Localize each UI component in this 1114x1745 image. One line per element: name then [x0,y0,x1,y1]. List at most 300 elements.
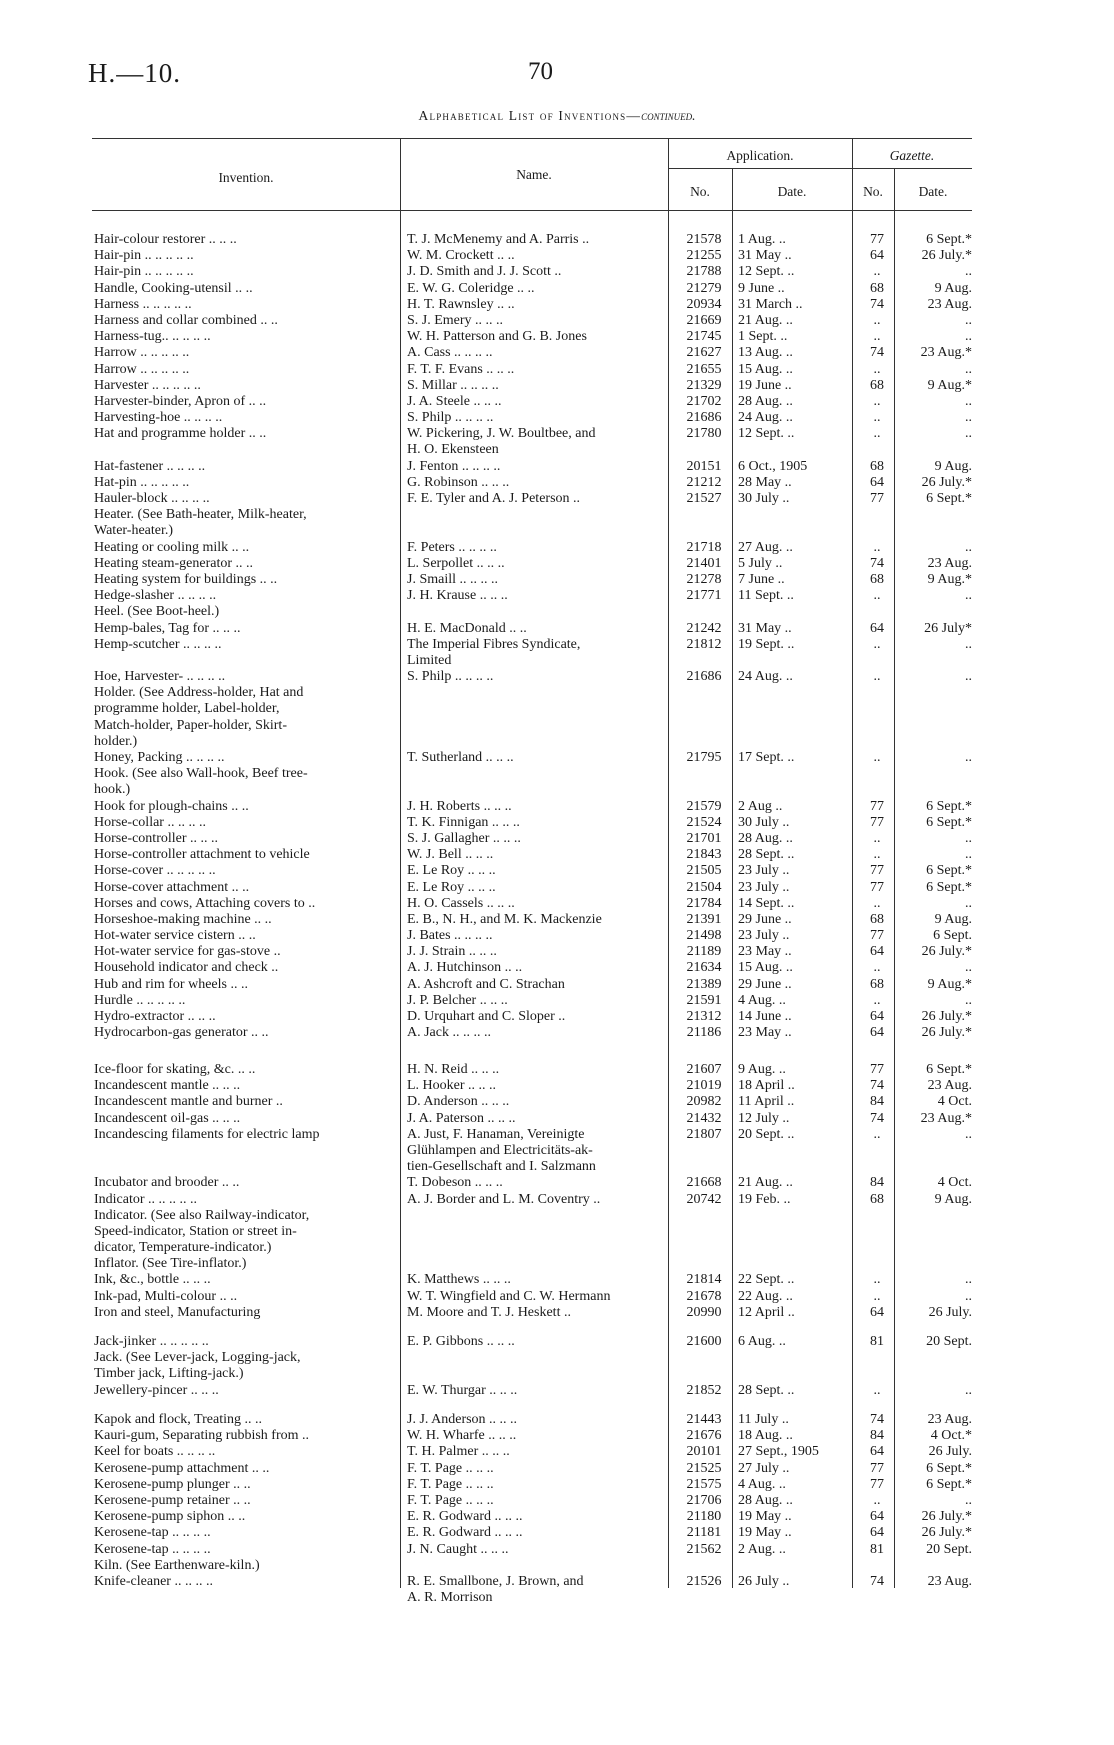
invention-cell: Horse-cover .. .. .. .. .. [94,863,216,879]
gazette-date-cell: 6 Sept. [933,928,972,944]
table-row [0,232,1114,248]
gazette-date-cell: 6 Sept.* [926,814,972,830]
application-number-cell: 21812 [686,636,722,652]
application-date-cell: 27 Sept., 1905 [738,1444,819,1460]
name-cell: J. J. Anderson .. .. .. [407,1412,518,1427]
gazette-date-cell: .. [965,895,972,911]
application-date-cell: 5 July .. [738,555,783,571]
application-date-cell: 23 May .. [738,1025,792,1041]
name-cell: F. T. Page .. .. .. [407,1476,494,1492]
table-caption [0,108,1114,124]
invention-cell: Hemp-bales, Tag for .. .. .. [94,620,241,636]
application-number-cell: 21312 [686,1009,722,1024]
gazette-number-cell: .. [873,992,881,1008]
application-number-cell: 21180 [686,1509,722,1525]
application-number-cell: 21843 [686,847,722,863]
invention-cell: Incandescent mantle .. .. .. [94,1078,241,1094]
invention-cell: Hemp-scutcher .. .. .. .. [94,636,222,652]
name-cell: H. O. Ekensteen [407,442,499,458]
gazette-date-cell: 23 Aug. [927,296,972,312]
gazette-number-cell: 74 [870,1412,884,1427]
gazette-number-cell: 81 [870,1334,884,1349]
table-row [0,523,1114,539]
application-number-cell: 21578 [686,232,722,247]
table-row [0,1025,1114,1041]
invention-cell: Hook for plough-chains .. .. [94,798,249,814]
invention-cell: Harvesting-hoe .. .. .. .. [94,410,223,426]
name-cell: T. H. Palmer .. .. .. [407,1444,510,1460]
invention-cell: Inflator. (See Tire-inflator.) [94,1256,247,1272]
invention-cell: Harness-tug.. .. .. .. .. [94,329,211,345]
table-row [0,1224,1114,1240]
table-row [0,1350,1114,1366]
table-row [0,960,1114,976]
name-cell: A. J. Hutchinson .. .. [407,960,523,976]
application-number-cell: 21771 [686,588,722,604]
table-row [0,1272,1114,1288]
invention-cell: Incandescing filaments for electric lamp [94,1126,320,1142]
application-date-cell: 11 July .. [738,1412,789,1427]
gazette-date-cell: 9 Aug.* [927,976,972,992]
invention-cell: Hot-water service cistern .. .. [94,928,256,944]
table-row [0,556,1114,572]
invention-cell: Heater. (See Bath-heater, Milk-heater, [94,507,307,523]
application-number-cell: 21189 [686,944,722,960]
table-row [0,1525,1114,1541]
invention-cell: Iron and steel, Manufacturing [94,1304,261,1320]
invention-cell: Indicator .. .. .. .. .. [94,1191,198,1207]
application-number-cell: 21279 [686,280,722,296]
gazette-date-cell: 4 Oct. [937,1094,972,1110]
application-number-cell: 21678 [686,1288,722,1304]
application-date-cell: 31 March .. [738,296,803,312]
gazette-date-cell: .. [965,960,972,976]
name-cell: H. O. Cassels .. .. .. [407,895,515,911]
table-row [0,1009,1114,1025]
gazette-date-cell: 26 July.* [921,1525,972,1541]
table-row [0,1143,1114,1159]
application-date-cell: 12 Sept. .. [738,264,795,280]
table-row [0,410,1114,426]
name-cell: R. E. Smallbone, J. Brown, and [407,1573,584,1589]
gazette-number-cell: .. [873,847,881,863]
name-cell: F. T. F. Evans .. .. .. [407,361,515,377]
application-number-cell: 21526 [686,1573,722,1589]
letter-group [0,1334,1114,1399]
gazette-number-cell: 77 [870,1476,884,1492]
application-number-cell: 21505 [686,863,722,879]
gazette-number-cell: .. [873,636,881,652]
application-date-cell: 21 Aug. .. [738,1175,793,1191]
table-row [0,1509,1114,1525]
gazette-date-cell: 26 July.* [921,944,972,960]
invention-cell: Harvester .. .. .. .. .. [94,377,201,393]
gazette-date-cell: 20 Sept. [926,1541,972,1557]
application-number-cell: 21579 [686,798,722,814]
application-date-cell: 23 July .. [738,879,790,895]
table-row [0,1256,1114,1272]
table-row [0,718,1114,734]
invention-cell: Hook. (See also Wall-hook, Beef tree- [94,766,308,782]
application-number-cell: 20101 [686,1444,722,1460]
invention-cell: Hat-pin .. .. .. .. .. [94,474,190,490]
gazette-number-cell: 74 [870,1078,884,1094]
gazette-number-cell: 77 [870,1062,884,1077]
table-row [0,362,1114,378]
gazette-number-cell: 64 [870,944,884,960]
name-cell: W. M. Crockett .. .. [407,248,515,264]
gazette-date-cell: .. [965,669,972,685]
application-date-cell: 19 June .. [738,377,792,393]
table-row [0,766,1114,782]
name-cell: M. Moore and T. J. Heskett .. [407,1304,571,1320]
gazette-date-cell: .. [965,830,972,846]
table-row [0,313,1114,329]
invention-cell: Hair-pin .. .. .. .. .. [94,264,194,280]
table-row [0,345,1114,361]
application-number-cell: 21852 [686,1382,722,1398]
gazette-number-cell: 77 [870,232,884,247]
table-row [0,1062,1114,1078]
name-cell: F. Peters .. .. .. .. [407,539,497,555]
gazette-date-cell: .. [965,847,972,863]
application-date-cell: 31 May .. [738,248,792,264]
application-date-cell: 23 May .. [738,944,792,960]
invention-cell: Harrow .. .. .. .. .. [94,361,190,377]
caption-continued: continued. [641,108,696,123]
gazette-date-cell: 23 Aug. [927,555,972,571]
application-date-cell: 26 July .. [738,1573,790,1589]
gazette-date-cell: .. [965,426,972,442]
name-cell: E. W. Thurgar .. .. .. [407,1382,518,1398]
name-cell: Glühlampen and Electricitäts-ak- [407,1142,593,1158]
name-cell: K. Matthews .. .. .. [407,1272,511,1288]
table-row [0,1477,1114,1493]
name-cell: E. B., N. H., and M. K. Mackenzie [407,911,602,927]
name-cell: J. Fenton .. .. .. .. [407,458,501,474]
gazette-number-cell: .. [873,1272,881,1288]
column-header-gaz-no: No. [863,184,883,199]
application-number-cell: 21686 [686,410,722,426]
table-row [0,928,1114,944]
application-date-cell: 2 Aug .. [738,798,783,814]
invention-cell: Kerosene-pump siphon .. .. [94,1509,246,1525]
name-cell: A. Ashcroft and C. Strachan [407,976,565,992]
name-cell: J. A. Paterson .. .. .. [407,1110,516,1126]
application-date-cell: 18 Aug. .. [738,1428,793,1444]
gazette-date-cell: .. [965,750,972,765]
name-cell: The Imperial Fibres Syndicate, [407,636,581,652]
invention-cell: Hot-water service for gas-stove .. [94,944,281,960]
application-number-cell: 21181 [686,1525,722,1541]
application-date-cell: 12 July .. [738,1110,790,1126]
invention-cell: Match-holder, Paper-holder, Skirt- [94,717,287,733]
application-date-cell: 9 Aug. .. [738,1062,786,1077]
application-date-cell: 28 Aug. .. [738,1492,793,1508]
invention-cell: Horse-controller .. .. .. [94,830,219,846]
application-number-cell: 21329 [686,377,722,393]
table-row [0,1078,1114,1094]
gazette-date-cell: 9 Aug. [934,1191,972,1207]
invention-cell: Ice-floor for skating, &c. .. .. [94,1062,256,1077]
name-cell: T. Dobeson .. .. .. [407,1175,503,1191]
name-cell: E. R. Godward .. .. .. [407,1525,523,1541]
gazette-number-cell: 77 [870,879,884,895]
gazette-date-cell: .. [965,1492,972,1508]
table-row [0,1208,1114,1224]
name-cell: G. Robinson .. .. .. [407,474,510,490]
table-row [0,378,1114,394]
table-row [0,491,1114,507]
application-date-cell: 23 July .. [738,928,790,944]
gazette-number-cell: 84 [870,1428,884,1444]
invention-cell: Jack-jinker .. .. .. .. .. [94,1334,209,1349]
letter-group [0,1412,1114,1606]
application-number-cell: 21212 [686,474,722,490]
gazette-number-cell: 77 [870,1460,884,1476]
invention-cell: Ink-pad, Multi-colour .. .. [94,1288,238,1304]
invention-cell: Heating steam-generator .. .. [94,555,253,571]
invention-cell: Timber jack, Lifting-jack.) [94,1366,244,1382]
gazette-date-cell: 6 Sept.* [926,491,972,506]
table-row [0,507,1114,523]
application-date-cell: 1 Aug. .. [738,232,786,247]
table-row [0,264,1114,280]
application-date-cell: 6 Oct., 1905 [738,458,808,474]
table-row [0,540,1114,556]
table-row [0,1192,1114,1208]
invention-cell: Jewellery-pincer .. .. .. [94,1382,219,1398]
gazette-number-cell: 74 [870,555,884,571]
invention-cell: Handle, Cooking-utensil .. .. [94,280,253,296]
gazette-date-cell: .. [965,1272,972,1288]
name-cell: H. T. Rawnsley .. .. [407,296,515,312]
gazette-date-cell: .. [965,539,972,555]
gazette-number-cell: .. [873,312,881,328]
name-cell: S. Millar .. .. .. .. [407,377,499,393]
invention-cell: Hair-pin .. .. .. .. .. [94,248,194,264]
gazette-date-cell: .. [965,393,972,409]
table-row [0,475,1114,491]
name-cell: A. R. Morrison [407,1590,493,1606]
gazette-number-cell: .. [873,426,881,442]
gazette-date-cell: 26 July.* [921,1509,972,1525]
table-row [0,1574,1114,1590]
application-number-cell: 21669 [686,312,722,328]
gazette-number-cell: .. [873,329,881,345]
table-row [0,329,1114,345]
table-row [0,459,1114,475]
name-cell: J. J. Strain .. .. .. [407,944,497,960]
gazette-date-cell: .. [965,312,972,328]
table-row [0,1590,1114,1606]
invention-cell: Hedge-slasher .. .. .. .. [94,588,217,604]
invention-cell: Horse-cover attachment .. .. [94,879,250,895]
application-date-cell: 2 Aug. .. [738,1541,786,1557]
name-cell: T. Sutherland .. .. .. [407,750,514,765]
gazette-number-cell: 77 [870,928,884,944]
gazette-number-cell: 77 [870,863,884,879]
name-cell: T. K. Finnigan .. .. .. [407,814,520,830]
name-cell: S. Philp .. .. .. .. [407,669,494,685]
invention-cell: Harvester-binder, Apron of .. .. [94,393,267,409]
gazette-number-cell: 64 [870,1025,884,1041]
invention-cell: Honey, Packing .. .. .. .. [94,750,225,765]
gazette-number-cell: 84 [870,1094,884,1110]
gazette-date-cell: 26 July.* [921,248,972,264]
application-date-cell: 17 Sept. .. [738,750,795,765]
gazette-number-cell: 68 [870,911,884,927]
application-date-cell: 15 Aug. .. [738,960,793,976]
application-number-cell: 20742 [686,1191,722,1207]
invention-cell: Hat-fastener .. .. .. .. [94,458,206,474]
application-number-cell: 21627 [686,345,722,361]
gazette-date-cell: 4 Oct. [937,1175,972,1191]
application-number-cell: 21784 [686,895,722,911]
gazette-date-cell: 6 Sept.* [926,798,972,814]
invention-cell: Household indicator and check .. [94,960,279,976]
gazette-date-cell: .. [965,1126,972,1142]
name-cell: L. Hooker .. .. .. [407,1078,497,1094]
gazette-number-cell: 68 [870,1191,884,1207]
invention-cell: Hair-colour restorer .. .. .. [94,232,237,247]
gazette-date-cell: 20 Sept. [926,1334,972,1349]
application-number-cell: 21255 [686,248,722,264]
application-number-cell: 21443 [686,1412,722,1427]
application-date-cell: 14 June .. [738,1009,792,1024]
gazette-number-cell: 64 [870,620,884,636]
table-row [0,1305,1114,1321]
gazette-number-cell: .. [873,669,881,685]
table-row [0,1444,1114,1460]
column-header-invention: Invention. [218,170,274,185]
invention-cell: Hauler-block .. .. .. .. [94,491,210,506]
application-number-cell: 21019 [686,1078,722,1094]
table-row [0,1461,1114,1477]
gazette-date-cell: 9 Aug. [934,280,972,296]
application-date-cell: 4 Aug. .. [738,1476,786,1492]
column-header-gaz-date: Date. [918,184,948,199]
gazette-date-cell: 26 July.* [921,474,972,490]
table-row [0,750,1114,766]
table-row [0,637,1114,653]
name-cell: F. T. Page .. .. .. [407,1460,494,1476]
invention-cell: Harness and collar combined .. .. [94,312,278,328]
gazette-date-cell: 26 July. [928,1304,972,1320]
column-header-application: Application. [726,148,794,163]
invention-cell: holder.) [94,733,138,749]
application-date-cell: 22 Aug. .. [738,1288,793,1304]
table-row [0,1240,1114,1256]
table-row [0,1493,1114,1509]
document-reference: H.—10. [88,58,181,88]
application-number-cell: 21718 [686,539,722,555]
name-cell: A. J. Border and L. M. Coventry .. [407,1191,601,1207]
application-number-cell: 21607 [686,1062,722,1077]
application-number-cell: 21391 [686,911,722,927]
table-row [0,831,1114,847]
name-cell: L. Serpollet .. .. .. [407,555,505,571]
table-row [0,1412,1114,1428]
name-cell: J. Smaill .. .. .. .. [407,571,499,587]
invention-cell: Water-heater.) [94,523,174,539]
application-date-cell: 14 Sept. .. [738,895,795,911]
application-number-cell: 21524 [686,814,722,830]
table-row [0,426,1114,442]
gazette-number-cell: 64 [870,1304,884,1320]
name-cell: W. Pickering, J. W. Boultbee, and [407,426,596,442]
name-cell: J. D. Smith and J. J. Scott .. [407,264,562,280]
gazette-number-cell: 68 [870,458,884,474]
name-cell: E. P. Gibbons .. .. .. [407,1334,515,1349]
column-header-name: Name. [516,167,552,182]
gazette-number-cell: 74 [870,296,884,312]
table-row [0,734,1114,750]
application-date-cell: 20 Sept. .. [738,1126,795,1142]
invention-cell: Hub and rim for wheels .. .. [94,976,248,992]
table-row [0,653,1114,669]
gazette-date-cell: 9 Aug. [934,911,972,927]
gazette-number-cell: 68 [870,280,884,296]
invention-cell: Kerosene-tap .. .. .. .. [94,1541,211,1557]
name-cell: E. W. G. Coleridge .. .. [407,280,535,296]
application-number-cell: 21814 [686,1272,722,1288]
gazette-number-cell: 64 [870,474,884,490]
application-number-cell: 21278 [686,571,722,587]
name-cell: tien-Gesellschaft and I. Salzmann [407,1159,596,1175]
gazette-date-cell: 26 July.* [921,1009,972,1024]
table-row [0,1542,1114,1558]
gazette-number-cell: 64 [870,1009,884,1024]
application-date-cell: 27 Aug. .. [738,539,793,555]
name-cell: E. Le Roy .. .. .. [407,879,496,895]
invention-cell: Speed-indicator, Station or street in- [94,1223,297,1239]
gazette-number-cell: .. [873,1492,881,1508]
application-date-cell: 28 Aug. .. [738,830,793,846]
application-date-cell: 24 Aug. .. [738,410,793,426]
name-cell: S. J. Gallagher .. .. .. [407,830,521,846]
application-number-cell: 21498 [686,928,722,944]
invention-cell: Horse-collar .. .. .. .. [94,814,206,830]
gazette-number-cell: 81 [870,1541,884,1557]
table-row [0,782,1114,798]
application-date-cell: 22 Sept. .. [738,1272,795,1288]
table-row [0,880,1114,896]
gazette-date-cell: 6 Sept.* [926,1476,972,1492]
invention-cell: Kauri-gum, Separating rubbish from .. [94,1428,310,1444]
name-cell: W. H. Wharfe .. .. .. [407,1428,517,1444]
application-date-cell: 24 Aug. .. [738,669,793,685]
letter-group [0,1062,1114,1321]
application-number-cell: 21676 [686,1428,722,1444]
name-cell: D. Urquhart and C. Sloper .. [407,1009,566,1024]
application-number-cell: 21432 [686,1110,722,1126]
gazette-date-cell: .. [965,329,972,345]
application-number-cell: 21668 [686,1175,722,1191]
table-row [0,297,1114,313]
gazette-date-cell: 26 July.* [921,1025,972,1041]
gazette-date-cell: .. [965,264,972,280]
application-date-cell: 11 April .. [738,1094,795,1110]
application-date-cell: 28 Aug. .. [738,393,793,409]
gazette-date-cell: .. [965,410,972,426]
application-number-cell: 21242 [686,620,722,636]
table-row [0,1334,1114,1350]
invention-cell: Heel. (See Boot-heel.) [94,604,220,620]
table-row [0,896,1114,912]
invention-cell: Ink, &c., bottle .. .. .. [94,1272,211,1288]
table-row [0,815,1114,831]
